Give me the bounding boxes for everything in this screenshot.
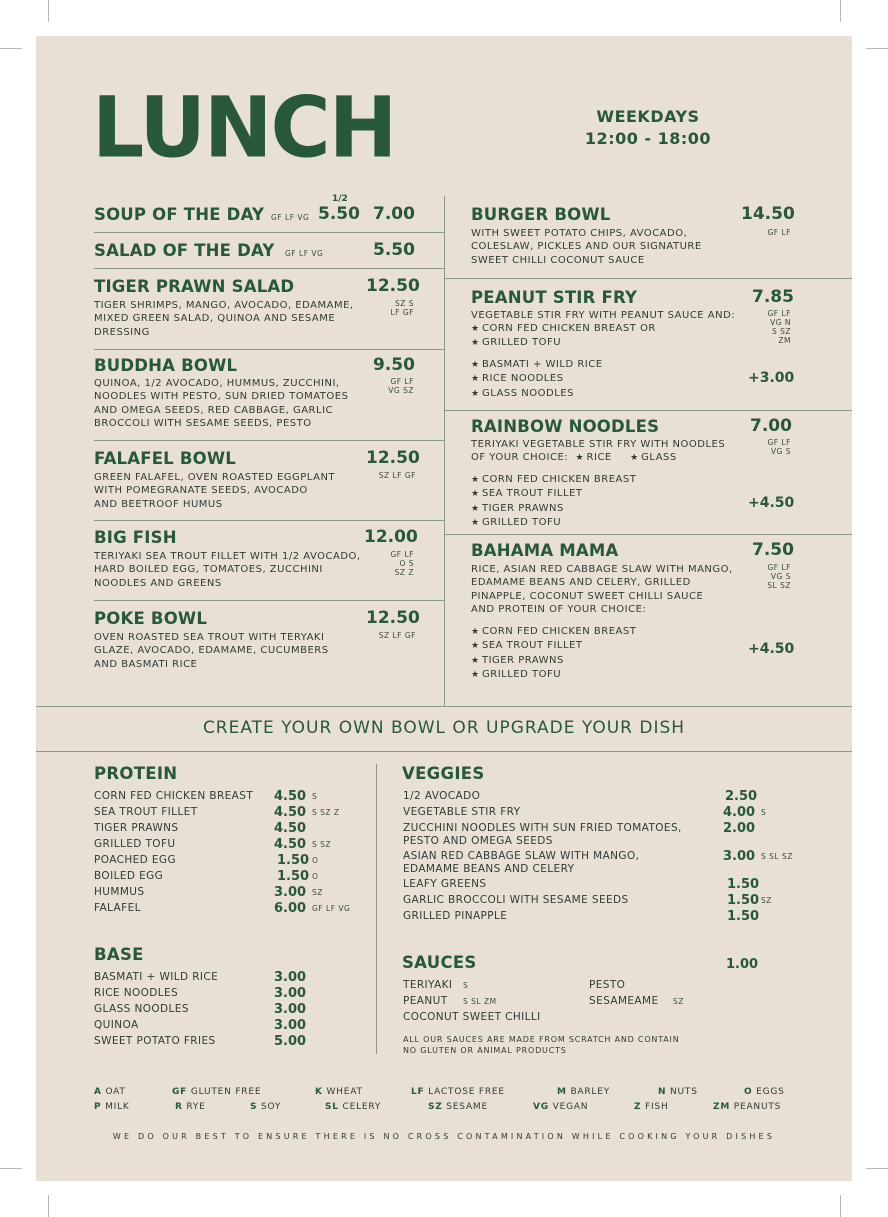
dish-poke-bowl: [94, 601, 444, 681]
item-price: 5.00: [274, 1034, 307, 1049]
legend-label: CELERY: [342, 1102, 382, 1112]
dish-name: FALAFEL BOWL: [94, 449, 236, 468]
legend-item: [94, 1087, 126, 1097]
legend-label: GLUTEN FREE: [190, 1087, 262, 1097]
sauces-price: 1.00: [726, 957, 759, 972]
star-icon: ★: [471, 641, 480, 652]
cross-contamination-disclaimer: WE DO OUR BEST TO ENSURE THERE IS NO CROSS CONTAMINATION WHILE COOKING YOUR DISHES: [112, 1132, 776, 1141]
dish-name: BIG FISH: [94, 528, 177, 547]
option-item: [471, 654, 636, 668]
dish-allergens: SZ S LF GF: [390, 299, 414, 317]
dish-big-fish: [94, 521, 444, 601]
star-icon: ★: [471, 503, 480, 514]
option-label: RICE NOODLES: [482, 373, 564, 385]
item-allergens: S: [312, 792, 318, 801]
dish-tiger-prawn-salad: [94, 269, 444, 355]
legend-code: ZM: [713, 1102, 731, 1112]
list-item: [403, 849, 813, 875]
option-item: [471, 336, 656, 350]
legend-code: LF: [411, 1087, 425, 1097]
item-name: 1/2 AVOCADO: [403, 790, 481, 802]
section-divider: [36, 751, 852, 752]
dish-name: TIGER PRAWN SALAD: [94, 277, 295, 296]
sauces-note: ALL OUR SAUCES ARE MADE FROM SCRATCH AND CONTAIN NO GLUTEN OR ANIMAL PRODUCTS: [403, 1035, 680, 1055]
star-icon: ★: [471, 338, 480, 349]
legend-label: EGGS: [756, 1087, 785, 1097]
dish-name: POKE BOWL: [94, 609, 208, 628]
legend-item: [175, 1102, 206, 1112]
list-item: [589, 979, 769, 995]
star-icon: ★: [630, 453, 639, 464]
option-label: SEA TROUT FILLET: [482, 640, 583, 652]
dish-description: GREEN FALAFEL, OVEN ROASTED EGGPLANT WITH POMEGRANATE SEEDS, AVOCADO AND BEETROOF HUMUS: [94, 472, 336, 510]
list-item: [94, 822, 374, 838]
dish-salad-of-the-day: [94, 233, 444, 269]
protein-heading: PROTEIN: [94, 764, 178, 783]
legend-label: WHEAT: [326, 1087, 363, 1097]
legend-code: O: [744, 1087, 753, 1097]
item-name: SESAMEAME: [589, 995, 659, 1007]
legend-item: [94, 1102, 130, 1112]
option-item: [471, 372, 603, 386]
hours-days: WEEKDAYS: [596, 107, 700, 126]
dish-allergens: GF LF VG: [271, 213, 310, 222]
veggies-heading: VEGGIES: [402, 764, 485, 783]
dish-description: VEGETABLE STIR FRY WITH PEANUT SAUCE AND:: [471, 310, 736, 321]
description-line: [471, 451, 751, 465]
option-item: [471, 639, 636, 653]
star-icon: ★: [471, 475, 480, 485]
item-price: 4.50: [274, 821, 307, 836]
opening-hours: [568, 106, 728, 150]
item-allergens: S SL ZM: [463, 997, 497, 1006]
star-icon: ★: [471, 517, 480, 528]
dish-name: BAHAMA MAMA: [471, 541, 619, 560]
option-item: [471, 516, 636, 530]
item-price: 4.50: [274, 805, 307, 820]
legend-code: Z: [634, 1102, 642, 1112]
item-name: GRILLED TOFU: [94, 838, 176, 850]
item-price: 3.00: [274, 986, 307, 1001]
dish-price: 7.00: [373, 204, 415, 224]
list-item: [403, 878, 813, 894]
dish-description: QUINOA, 1/2 AVOCADO, HUMMUS, ZUCCHINI, NOODLES WITH PESTO, SUN DRIED TOMATOES AND OMEGA SEEDS, RED CABBAGE, GARLIC BROCCOLI WITH SESAME SEEDS, PESTO: [94, 378, 349, 429]
item-allergens: S: [761, 808, 767, 817]
legend-item: [315, 1087, 363, 1097]
dish-description: [471, 438, 751, 466]
item-price: 3.00: [274, 885, 307, 900]
menu-title: LUNCH: [92, 80, 396, 177]
dish-description: TIGER SHRIMPS, MANGO, AVOCADO, EDAMAME, MIXED GREEN SALAD, QUINOA AND SESAME DRESSING: [94, 300, 354, 338]
item-allergens: SZ: [312, 888, 323, 897]
section-divider: [36, 706, 852, 707]
dish-price-half: 5.50: [318, 204, 360, 224]
item-allergens: SZ: [761, 896, 772, 905]
list-item: [94, 838, 374, 854]
item-allergens: S SZ: [312, 840, 332, 849]
list-item: [94, 1003, 374, 1019]
dish-falafel-bowl: [94, 441, 444, 521]
dish-description: WITH SWEET POTATO CHIPS, AVOCADO, COLESLAW, PICKLES AND OUR SIGNATURE SWEET CHILLI COCONUT SAUCE: [471, 228, 702, 266]
legend-label: NUTS: [670, 1087, 698, 1097]
item-name: LEAFY GREENS: [403, 878, 487, 890]
item-name: PESTO: [589, 979, 626, 991]
hours-time: 12:00 - 18:00: [584, 129, 712, 148]
item-name: GARLIC BROCCOLI WITH SESAME SEEDS: [403, 894, 629, 906]
item-allergens: SZ: [673, 997, 684, 1006]
list-item: [403, 979, 583, 995]
dish-price: 7.00: [750, 416, 792, 436]
dish-name: RAINBOW NOODLES: [471, 417, 660, 436]
crop-mark: [0, 48, 22, 49]
list-item: [403, 790, 813, 806]
dish-allergens: GF LF: [767, 228, 791, 237]
option-item: [471, 668, 636, 682]
addon-price: +4.50: [748, 641, 795, 657]
crop-mark: [0, 1168, 22, 1169]
item-price: 1.50: [727, 877, 760, 892]
legend-code: GF: [172, 1087, 188, 1097]
dish-bahama-mama: [471, 535, 801, 685]
option-label: CORN FED CHICKEN BREAST: [482, 474, 637, 485]
legend-item: [557, 1087, 610, 1097]
option-label: CORN FED CHICKEN BREAST OR: [482, 323, 656, 334]
list-item: [94, 971, 374, 987]
legend-label: MILK: [105, 1102, 130, 1112]
option-item: [471, 487, 636, 501]
create-bowl-heading: CREATE YOUR OWN BOWL OR UPGRADE YOUR DISH: [202, 718, 686, 738]
list-item: [94, 870, 374, 886]
star-icon: ★: [471, 324, 480, 334]
dish-price: 9.50: [373, 355, 415, 375]
list-item: [94, 806, 374, 822]
dish-name: SOUP OF THE DAY: [94, 205, 265, 224]
legend-code: VG: [533, 1102, 549, 1112]
item-name: VEGETABLE STIR FRY: [403, 806, 521, 818]
menu-page: [36, 36, 852, 1181]
dish-allergens: GF LF VG: [285, 249, 324, 258]
option-label: GLASS NOODLES: [482, 387, 574, 399]
item-price: 4.50: [274, 837, 307, 852]
legend-label: SESAME: [446, 1102, 488, 1112]
item-price: 3.00: [274, 1018, 307, 1033]
option-label: CORN FED CHICKEN BREAST: [482, 626, 637, 637]
item-price: 6.00: [274, 901, 307, 916]
dish-price: 12.00: [364, 527, 418, 547]
option-label: SEA TROUT FILLET: [482, 488, 583, 500]
legend-label: PEANUTS: [733, 1102, 782, 1112]
item-name: SWEET POTATO FRIES: [94, 1035, 216, 1047]
list-item: [403, 894, 813, 910]
list-item: [94, 987, 374, 1003]
option-label: GRILLED TOFU: [482, 668, 562, 680]
star-icon: ★: [575, 453, 585, 464]
dish-allergens: GF LF VG N S SZ ZM: [767, 309, 791, 345]
option-label: TIGER PRAWNS: [482, 654, 564, 666]
list-item: [94, 1019, 374, 1035]
dish-description: OVEN ROASTED SEA TROUT WITH TERYAKI GLAZE, AVOCADO, EDAMAME, CUCUMBERS AND BASMATI RICE: [94, 632, 329, 670]
item-name: FALAFEL: [94, 902, 141, 914]
dish-description: RICE, ASIAN RED CABBAGE SLAW WITH MANGO, EDAMAME BEANS AND CELERY, GRILLED PINAPPLE, COCONUT SWEET CHILLI SAUCE AND PROTEIN OF YOUR CHOICE:: [471, 564, 733, 615]
dish-name: SALAD OF THE DAY: [94, 241, 275, 260]
noodle-options: [471, 358, 603, 401]
dish-price: 12.50: [366, 448, 420, 468]
crop-mark: [866, 48, 888, 49]
list-item: [589, 995, 769, 1011]
base-heading: BASE: [94, 945, 144, 964]
list-item: [94, 854, 374, 870]
item-price: 1.50: [727, 893, 760, 908]
legend-item: [658, 1087, 698, 1097]
item-name: BASMATI + WILD RICE: [94, 971, 219, 983]
legend-code: SL: [325, 1102, 339, 1112]
item-allergens: O: [312, 856, 319, 865]
protein-options: [471, 473, 636, 530]
star-icon: ★: [471, 374, 480, 385]
legend-item: [744, 1087, 785, 1097]
list-item: [94, 902, 374, 918]
item-name: QUINOA: [94, 1019, 139, 1031]
dish-price: 14.50: [741, 204, 795, 224]
list-item: [94, 1035, 374, 1051]
dish-peanut-stir-fry: [471, 279, 801, 411]
protein-options: [471, 322, 656, 351]
list-item: [403, 806, 813, 822]
item-name: GRILLED PINAPPLE: [403, 910, 508, 922]
addon-price: +3.00: [748, 370, 795, 386]
dish-description: TERIYAKI SEA TROUT FILLET WITH 1/2 AVOCADO, HARD BOILED EGG, TOMATOES, ZUCCHINI NOODLES AND GREENS: [94, 551, 361, 589]
item-price: 4.00: [723, 805, 756, 820]
option-item: [471, 387, 603, 401]
star-icon: ★: [471, 489, 480, 500]
legend-item: [250, 1102, 281, 1112]
list-item: [403, 1011, 583, 1027]
description-text: OF YOUR CHOICE:: [471, 452, 569, 464]
option-item: [471, 358, 603, 372]
star-icon: ★: [471, 627, 480, 637]
item-price: 3.00: [274, 1002, 307, 1017]
crop-mark: [840, 0, 841, 22]
legend-code: M: [557, 1087, 567, 1097]
addon-price: +4.50: [748, 495, 795, 511]
sauces-heading: SAUCES: [402, 953, 477, 972]
option-label: BASMATI + WILD RICE: [482, 359, 603, 370]
item-price: 2.50: [725, 789, 758, 804]
legend-item: [634, 1102, 669, 1112]
protein-options: [471, 625, 636, 682]
item-price: 1.50: [277, 853, 310, 868]
list-item: [403, 821, 813, 847]
item-allergens: S SZ Z: [312, 808, 340, 817]
item-allergens: GF LF VG: [312, 904, 351, 913]
list-item: [403, 910, 813, 926]
crop-mark: [48, 1195, 49, 1217]
option-item: [471, 473, 636, 487]
item-price: 1.50: [727, 909, 760, 924]
item-price: 3.00: [274, 970, 307, 985]
legend-label: VEGAN: [552, 1102, 589, 1112]
dish-name: BUDDHA BOWL: [94, 356, 238, 375]
star-icon: ★: [471, 360, 480, 370]
legend-code: K: [315, 1087, 323, 1097]
star-icon: ★: [471, 388, 480, 399]
option-label: GRILLED TOFU: [482, 337, 562, 349]
legend-item: [428, 1102, 488, 1112]
legend-label: RYE: [186, 1102, 206, 1112]
item-name: GLASS NOODLES: [94, 1003, 189, 1015]
legend-item: [172, 1087, 261, 1097]
dish-rainbow-noodles: [471, 411, 801, 535]
option-item: [471, 322, 656, 336]
crop-mark: [48, 0, 49, 22]
list-item: [403, 995, 583, 1011]
dish-name: BURGER BOWL: [471, 205, 611, 224]
legend-label: FISH: [645, 1102, 669, 1112]
legend-item: [533, 1102, 588, 1112]
item-allergens: S: [463, 981, 469, 990]
legend-code: SZ: [428, 1102, 443, 1112]
item-name: TERIYAKI: [403, 979, 453, 991]
legend-code: N: [658, 1087, 667, 1097]
dish-allergens: SZ LF GF: [378, 471, 416, 480]
legend-code: R: [175, 1102, 183, 1112]
noodle-choice: RICE: [586, 452, 612, 464]
list-item: [94, 886, 374, 902]
dish-name: PEANUT STIR FRY: [471, 288, 638, 307]
dish-price: 12.50: [366, 608, 420, 628]
item-name: CORN FED CHICKEN BREAST: [94, 790, 254, 802]
legend-label: BARLEY: [570, 1087, 611, 1097]
item-name: POACHED EGG: [94, 854, 177, 866]
dish-price: 7.85: [752, 287, 794, 307]
dish-allergens: GF LF VG SZ: [388, 377, 414, 395]
item-name: RICE NOODLES: [94, 987, 179, 999]
dish-price: 5.50: [373, 240, 415, 260]
legend-item: [713, 1102, 781, 1112]
item-name: BOILED EGG: [94, 870, 164, 882]
dish-burger-bowl: [471, 196, 801, 278]
item-price: 3.00: [723, 849, 756, 864]
dish-allergens: GF LF VG S: [767, 438, 791, 456]
column-divider: [444, 196, 445, 706]
noodle-choice: GLASS: [641, 452, 677, 464]
dish-allergens: SZ LF GF: [378, 631, 416, 640]
dish-soup-of-the-day: [94, 196, 444, 232]
item-allergens: O: [312, 872, 319, 881]
item-name: ASIAN RED CABBAGE SLAW WITH MANGO, EDAMAME BEANS AND CELERY: [403, 850, 640, 875]
dish-allergens: GF LF VG S SL SZ: [767, 563, 791, 590]
crop-mark: [840, 1195, 841, 1217]
item-name: COCONUT SWEET CHILLI: [403, 1011, 541, 1023]
legend-label: LACTOSE FREE: [428, 1087, 505, 1097]
legend-code: A: [94, 1087, 102, 1097]
item-price: 4.50: [274, 789, 307, 804]
option-label: GRILLED TOFU: [482, 516, 562, 528]
crop-mark: [866, 1168, 888, 1169]
legend-code: P: [94, 1102, 102, 1112]
star-icon: ★: [471, 669, 480, 680]
description-line: TERIYAKI VEGETABLE STIR FRY WITH NOODLES: [471, 439, 726, 450]
legend-item: [325, 1102, 381, 1112]
option-item: [471, 625, 636, 639]
legend-label: SOY: [260, 1102, 282, 1112]
legend-code: S: [250, 1102, 258, 1112]
dish-buddha-bowl: [94, 350, 444, 440]
dish-price: 7.50: [752, 540, 794, 560]
star-icon: ★: [471, 655, 480, 666]
dish-allergens: GF LF O S SZ Z: [390, 550, 414, 577]
item-name: ZUCCHINI NOODLES WITH SUN FRIED TOMATOES, PESTO AND OMEGA SEEDS: [403, 822, 682, 847]
list-item: [94, 790, 374, 806]
item-price: 2.00: [723, 821, 756, 836]
item-name: SEA TROUT FILLET: [94, 806, 198, 818]
legend-label: OAT: [105, 1087, 126, 1097]
section-column-divider: [376, 764, 377, 1054]
option-label: TIGER PRAWNS: [482, 502, 564, 514]
dish-price: 12.50: [366, 276, 420, 296]
item-name: HUMMUS: [94, 886, 145, 898]
option-item: [471, 502, 636, 516]
item-price: 1.50: [277, 869, 310, 884]
legend-item: [411, 1087, 505, 1097]
item-allergens: S SL SZ: [761, 852, 793, 861]
item-name: PEANUT: [403, 995, 448, 1007]
item-name: TIGER PRAWNS: [94, 822, 179, 834]
half-portion-label: 1/2: [332, 194, 348, 204]
